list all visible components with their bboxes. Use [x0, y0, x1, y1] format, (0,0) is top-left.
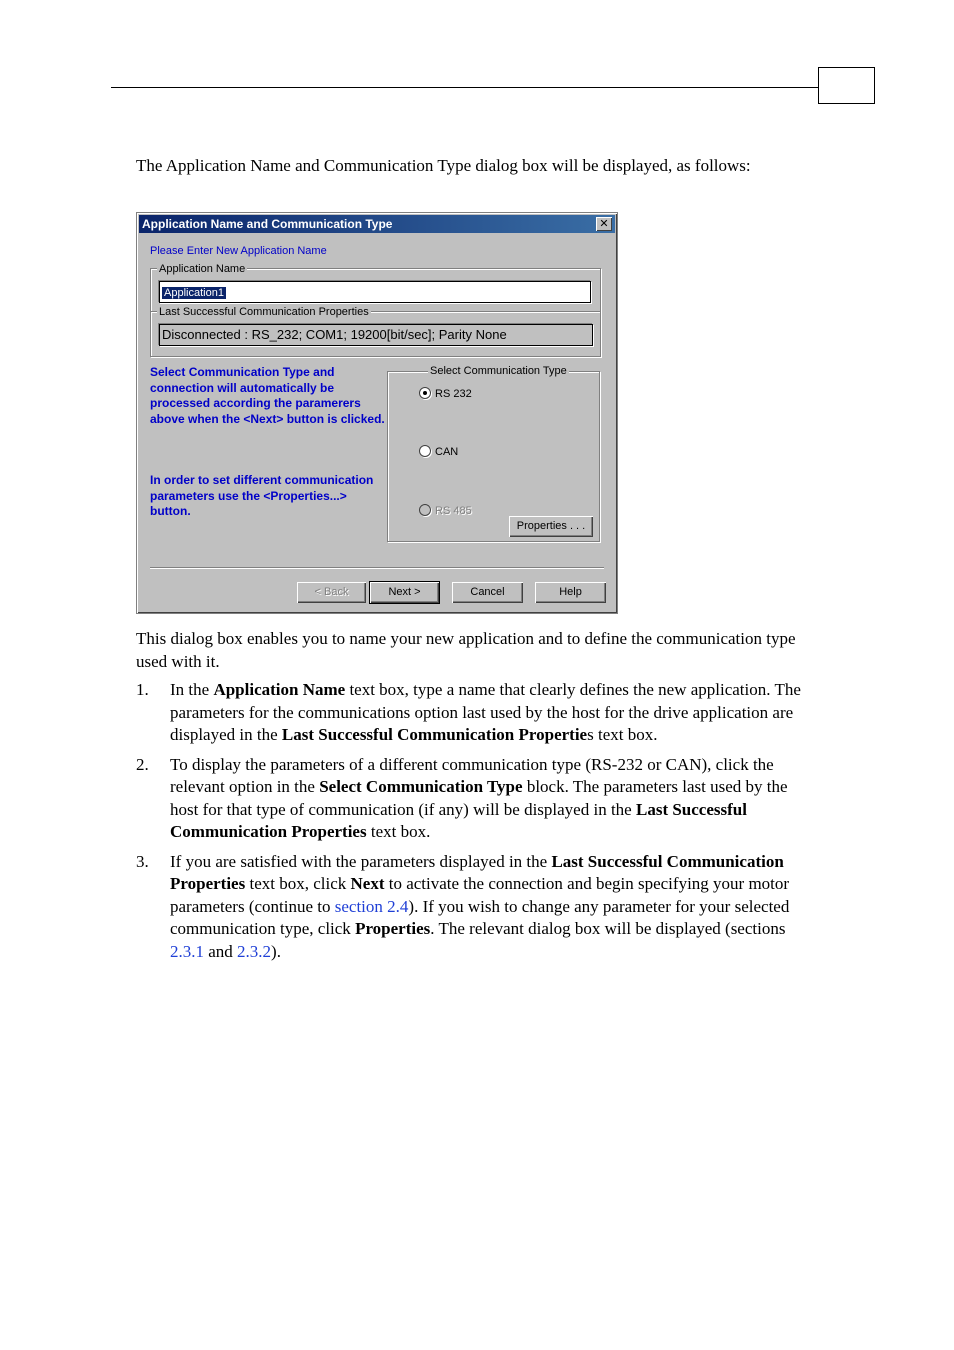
enter-name-prompt: Please Enter New Application Name — [150, 245, 327, 257]
last-comm-legend: Last Successful Communication Properties — [159, 306, 369, 318]
list-number: 2. — [136, 754, 149, 774]
comm-type-legend: Select Communication Type — [430, 365, 567, 377]
list-number: 1. — [136, 680, 149, 699]
last-comm-field: Disconnected : RS_232; COM1; 19200[bit/sec]; Parity None — [159, 324, 593, 346]
instructions-text-2: In order to set different communication parameters use the <Properties...> button. — [150, 473, 374, 518]
description-paragraph: This dialog box enables you to name your new application and to define the communication type used with it. — [136, 629, 796, 671]
intro-paragraph: The Application Name and Communication Type dialog box will be displayed, as follows: — [136, 156, 751, 175]
radio-rs485-label: RS 485 — [435, 505, 472, 517]
properties-button[interactable]: Properties . . . — [509, 516, 593, 537]
instructions-text-1: Select Communication Type and connection will automatically be processed according the paramerers above when the <Next> button is clicked. — [150, 365, 385, 426]
application-name-legend: Application Name — [159, 263, 246, 275]
comm-type-group — [387, 371, 600, 542]
close-icon[interactable]: ✕ — [596, 217, 612, 231]
radio-checked-icon — [419, 387, 431, 399]
radio-unchecked-icon — [419, 445, 431, 457]
list-item: 1. In the Application Name text box, type a name that clearly defines the new application. The parameters for the communications option last used by the host for the drive application are displayed in the Last Successful Communication Properties text box. — [136, 680, 801, 744]
page-number-box — [818, 67, 875, 104]
radio-rs232[interactable] — [419, 387, 472, 401]
list-number: 3. — [136, 851, 149, 871]
list-item: 2. To display the parameters of a different communication type (RS-232 or CAN), click the relevant option in the Select Communication Type block. The parameters last used by the host for that type of communication (if any) will be displayed in the Last Successful Communication Properties text box. — [136, 754, 788, 841]
help-button[interactable]: Help — [535, 582, 606, 603]
next-button[interactable]: Next > — [370, 582, 439, 603]
section-2-4-link[interactable]: section 2.4 — [334, 896, 409, 916]
button-separator — [150, 567, 604, 569]
section-2-3-2-link[interactable]: 2.3.2 — [237, 941, 272, 961]
back-button[interactable]: < Back — [297, 582, 366, 603]
application-name-dialog — [136, 212, 618, 614]
radio-disabled-icon — [419, 504, 431, 516]
radio-rs232-label: RS 232 — [435, 388, 472, 400]
list-item: 3. If you are satisfied with the parameters displayed in the Last Successful Communication Properties text box, click Next to activate the connection and begin specifying your motor parameters (continue to section 2.4). If you wish to change any parameter for your selected communication type, click Properties. The relevant dialog box will be displayed (sections 2.3.1 and 2.3.2). — [136, 851, 790, 961]
application-name-input[interactable] — [159, 281, 591, 303]
header-rule — [111, 87, 818, 88]
steps-list — [136, 679, 820, 970]
application-name-value: Application1 — [164, 287, 224, 299]
radio-rs485 — [419, 504, 472, 518]
dialog-title-bar — [139, 215, 615, 233]
section-2-3-1-link[interactable]: 2.3.1 — [170, 941, 204, 961]
radio-can-label: CAN — [435, 446, 459, 458]
cancel-button[interactable]: Cancel — [452, 582, 523, 603]
dialog-title: Application Name and Communication Type — [142, 217, 393, 231]
radio-can[interactable] — [419, 445, 458, 459]
